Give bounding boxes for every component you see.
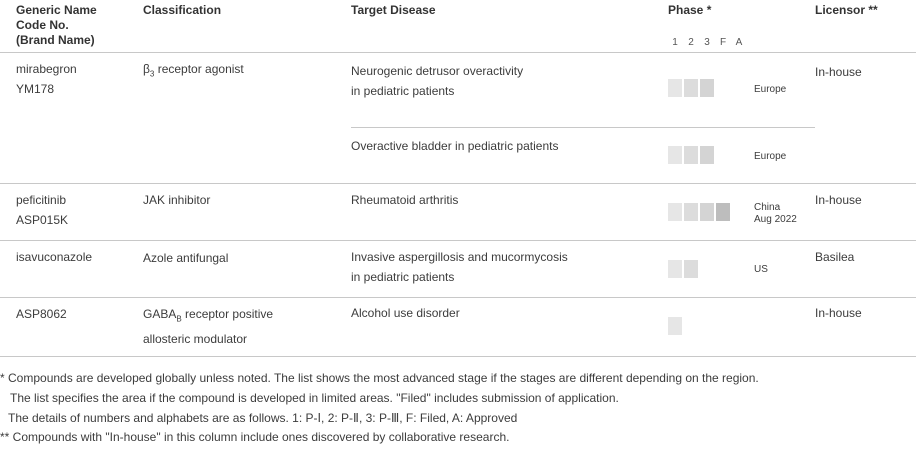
row-mirabegron-licensor: In-house bbox=[815, 65, 862, 79]
row-asp8062-name: ASP8062 bbox=[16, 307, 67, 321]
row-divider bbox=[0, 183, 916, 184]
disease-line: Neurogenic detrusor overactivity bbox=[351, 64, 524, 78]
region-label: US bbox=[754, 264, 768, 275]
phase-step-1: 1 bbox=[672, 37, 678, 48]
header-brand-name: (Brand Name) bbox=[16, 33, 95, 47]
header-generic-name-line1: Generic Name bbox=[16, 3, 97, 17]
phase-bar-1 bbox=[668, 146, 682, 164]
row-asp8062-classification bbox=[143, 304, 273, 349]
phase-step-labels bbox=[667, 37, 747, 48]
phase-bar-2 bbox=[684, 79, 698, 97]
row-mirabegron-disease-2: Overactive bladder in pediatric patients bbox=[351, 139, 559, 153]
row-divider bbox=[0, 240, 916, 241]
phase-step-3: 3 bbox=[704, 37, 710, 48]
phase-bar-3 bbox=[700, 203, 714, 221]
header-phase: Phase * bbox=[668, 3, 712, 17]
disease-line: in pediatric patients bbox=[351, 84, 455, 98]
header-target-disease: Target Disease bbox=[351, 3, 436, 17]
classification-main: GABA bbox=[143, 307, 177, 321]
row-mirabegron-name bbox=[16, 59, 77, 99]
disease-line: in pediatric patients bbox=[351, 270, 455, 284]
footnote-3: The details of numbers and alphabets are as follows. 1: P-Ⅰ, 2: P-Ⅱ, 3: P-Ⅲ, F: Filed, A: Approved bbox=[8, 411, 518, 425]
phase-bar-2 bbox=[684, 203, 698, 221]
phase-bar-1 bbox=[668, 317, 682, 335]
row-isavuconazole-name: isavuconazole bbox=[16, 250, 93, 264]
row-mirabegron-classification bbox=[143, 59, 244, 84]
table-bottom-rule bbox=[0, 356, 916, 357]
disease-line: Invasive aspergillosis and mucormycosis bbox=[351, 250, 568, 264]
phase-step-2: 2 bbox=[688, 37, 694, 48]
footnote-2: The list specifies the area if the compound is developed in limited areas. "Filed" includes submission of application. bbox=[10, 391, 619, 405]
phase-bar-1 bbox=[668, 203, 682, 221]
header-classification: Classification bbox=[143, 3, 222, 17]
row-peficitinib-licensor: In-house bbox=[815, 193, 862, 207]
generic-name: mirabegron bbox=[16, 62, 77, 76]
footnote-4: ** Compounds with "In-house" in this column include ones discovered by collaborative research. bbox=[0, 430, 510, 444]
generic-name: peficitinib bbox=[16, 193, 67, 207]
region-date: Aug 2022 bbox=[754, 214, 797, 225]
phase-bar-1 bbox=[668, 260, 682, 278]
phase-bar-f bbox=[716, 203, 730, 221]
phase-bar-1 bbox=[668, 79, 682, 97]
row-asp8062-licensor: In-house bbox=[815, 306, 862, 320]
region-label: Europe bbox=[754, 151, 787, 162]
region-label bbox=[754, 202, 797, 226]
row-asp8062-disease: Alcohol use disorder bbox=[351, 306, 460, 320]
row-divider bbox=[0, 297, 916, 298]
region-line: China bbox=[754, 202, 781, 213]
row-isavuconazole-classification: Azole antifungal bbox=[143, 251, 229, 265]
row-peficitinib-classification: JAK inhibitor bbox=[143, 193, 211, 207]
header-code-no: Code No. bbox=[16, 18, 69, 32]
row-isavuconazole-licensor: Basilea bbox=[815, 250, 855, 264]
phase-bar-2 bbox=[684, 260, 698, 278]
header-generic-name bbox=[16, 3, 97, 48]
row-mirabegron-disease-1 bbox=[351, 61, 523, 101]
code-no: ASP015K bbox=[16, 213, 69, 227]
row-peficitinib-disease: Rheumatoid arthritis bbox=[351, 193, 459, 207]
phase-bar-3 bbox=[700, 146, 714, 164]
phase-step-a: A bbox=[735, 37, 743, 48]
code-no: YM178 bbox=[16, 82, 55, 96]
classification-rest: receptor agonist bbox=[154, 62, 244, 76]
header-divider bbox=[0, 52, 916, 53]
region-label: Europe bbox=[754, 84, 787, 95]
classification-rest: receptor positive bbox=[181, 307, 274, 321]
header-licensor: Licensor ** bbox=[815, 3, 878, 17]
classification-main: β bbox=[143, 62, 150, 76]
classification-line2: allosteric modulator bbox=[143, 332, 248, 347]
indication-divider bbox=[351, 127, 815, 128]
row-peficitinib-name bbox=[16, 190, 68, 230]
phase-bar-3 bbox=[700, 79, 714, 97]
row-isavuconazole-disease bbox=[351, 247, 568, 287]
classification-sub: 3 bbox=[149, 69, 155, 79]
phase-bar-2 bbox=[684, 146, 698, 164]
classification-sub: B bbox=[176, 314, 182, 324]
footnote-1: * Compounds are developed globally unless noted. The list shows the most advanced stage if the stages are different depending on the region. bbox=[0, 371, 759, 385]
phase-step-f: F bbox=[719, 37, 727, 48]
